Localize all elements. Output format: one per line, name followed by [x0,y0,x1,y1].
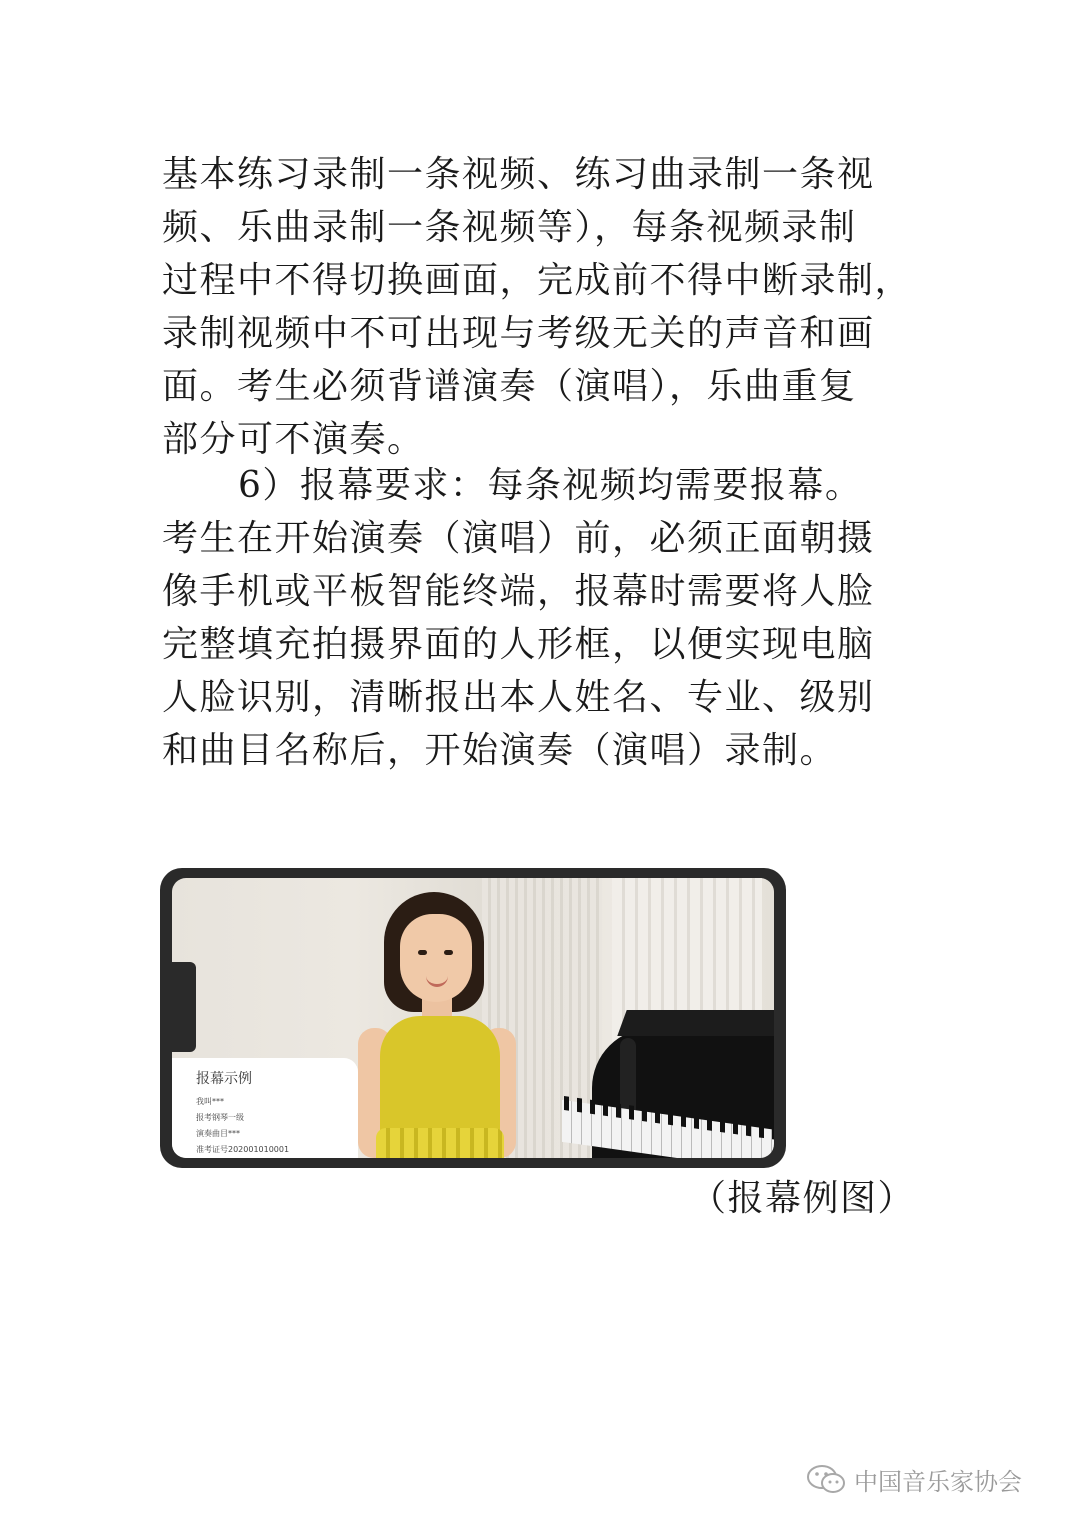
paragraph-recording-rules [162,148,942,466]
girl-eye [444,950,453,955]
card-line: 演奏曲目*** [196,1129,240,1138]
text-line: 完整填充拍摄界面的人形框，以便实现电脑 [162,624,875,665]
watermark [806,1462,1022,1496]
text-line: 基本练习录制一条视频、练习曲录制一条视 [162,154,875,195]
text-line: 人脸识别，清晰报出本人姓名、专业、级别 [162,677,875,718]
example-photo [172,878,774,1158]
piano-lid [617,1010,774,1036]
announcement-example-card [172,1058,358,1158]
text-line: 考生在开始演奏（演唱）前，必须正面朝摄 [162,518,875,559]
card-line: 报考钢琴一级 [196,1113,244,1122]
phone-side-notch [172,962,196,1052]
text-line: 6）报幕要求：每条视频均需要报幕。 [238,465,863,506]
text-line: 面。考生必须背谱演奏（演唱），乐曲重复 [162,366,857,407]
card-title: 报幕示例 [196,1071,252,1087]
card-line: 我叫*** [196,1097,224,1106]
text-line: 录制视频中不可出现与考级无关的声音和画 [162,313,875,354]
figure-caption: （报幕例图） [690,1178,916,1219]
girl-face [400,914,472,1002]
card-line: 准考证号202001010001 [196,1145,290,1154]
girl-eye [418,950,427,955]
girl-dress-frill [376,1128,504,1158]
paragraph-announcement-rules [162,459,942,777]
watermark-text: 中国音乐家协会 [854,1467,1022,1496]
text-line: 部分可不演奏。 [162,419,425,460]
text-line: 像手机或平板智能终端，报幕时需要将人脸 [162,571,875,612]
text-line: 频、乐曲录制一条视频等），每条视频录制 [162,207,857,248]
phone-mockup [160,868,786,1168]
text-line: 和曲目名称后，开始演奏（演唱）录制。 [162,730,838,771]
text-line: 过程中不得切换画面，完成前不得中断录制， [162,260,913,301]
wechat-icon [806,1463,848,1495]
